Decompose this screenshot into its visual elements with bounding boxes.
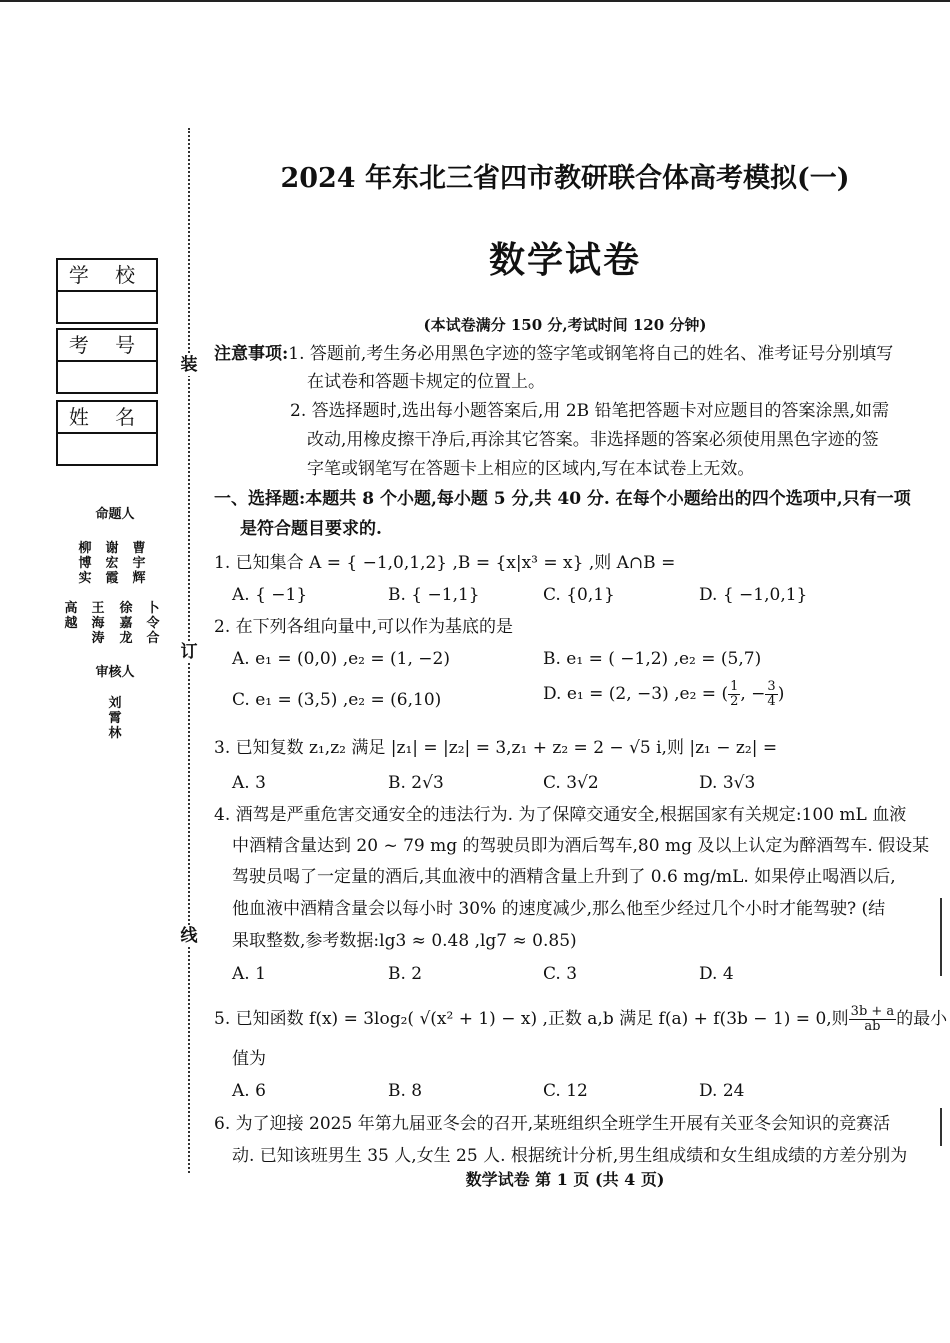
- q5-fraction: [849, 1005, 897, 1034]
- q2-d-end: ): [777, 684, 785, 704]
- binding-char-zhuang: 装: [178, 354, 200, 376]
- q4-option-a: A. 1: [232, 964, 266, 984]
- q5-option-d: D. 24: [699, 1081, 745, 1101]
- q2-d-prefix: D. e₁ = (2, −3) ,e₂ = (: [543, 684, 729, 704]
- q5-option-c: C. 12: [543, 1081, 588, 1101]
- section1-line-1: 一、选择题:本题共 8 个小题,每小题 5 分,共 40 分. 在每个小题给出的四个选项中,只有一项: [214, 489, 911, 509]
- author-col-1: 柳博实: [78, 541, 92, 586]
- author-col-2: 谢宏霞: [105, 541, 119, 586]
- author-col-6: 徐嘉龙: [119, 601, 133, 646]
- q2-d-sep: , −: [740, 684, 766, 704]
- exam-number-label: 考 号: [58, 330, 156, 362]
- notice-line-1: [214, 343, 893, 365]
- q5-frac-den: ab: [864, 1019, 881, 1034]
- section1-line-2: 是符合题目要求的.: [240, 519, 382, 539]
- scan-edge-mark-1: [940, 898, 942, 976]
- reviewer-heading: 审核人: [95, 665, 135, 680]
- q1-option-b: B. { −1,1}: [388, 585, 480, 605]
- q4-line-3: 驾驶员喝了一定量的酒后,其血液中的酒精含量上升到了 0.6 mg/mL. 如果停止喝酒以后,: [232, 867, 896, 887]
- binding-char-ding: 订: [178, 641, 200, 663]
- author-col-5: 王海涛: [91, 601, 105, 646]
- author-col-7: 卜令合: [146, 601, 160, 646]
- exam-subject: 数学试卷: [488, 239, 641, 281]
- binding-char-xian: 线: [178, 925, 200, 947]
- author-col-3: 曹宇辉: [132, 541, 146, 586]
- q6-line-1: 6. 为了迎接 2025 年第九届亚冬会的召开,某班组织全班学生开展有关亚冬会知识的竞赛活: [214, 1114, 891, 1134]
- exam-title: 2024 年东北三省四市教研联合体高考模拟(一): [280, 163, 850, 194]
- q5-stem-a: 5. 已知函数 f(x) = 3log₂( √(x² + 1) − x) ,正数 a,b 满足 f(a) + f(3b − 1) = 0,则: [214, 1009, 849, 1029]
- q2-option-c: C. e₁ = (3,5) ,e₂ = (6,10): [232, 690, 442, 710]
- q3-option-b: B. 2√3: [388, 773, 444, 793]
- page-footer: 数学试卷 第 1 页 (共 4 页): [465, 1170, 665, 1189]
- q2-d-f1-den: 2: [730, 694, 739, 709]
- q3-option-a: A. 3: [232, 773, 266, 793]
- notice-1a: 1. 答题前,考生务必用黑色字迹的签字笔或钢笔将自己的姓名、准考证号分别填写: [288, 344, 894, 364]
- q2-option-d: [543, 680, 784, 709]
- q4-option-c: C. 3: [543, 964, 578, 984]
- q4-line-5: 果取整数,参考数据:lg3 ≈ 0.48 ,lg7 ≈ 0.85): [232, 931, 577, 951]
- q2-stem: 2. 在下列各组向量中,可以作为基底的是: [214, 617, 514, 637]
- exam-number-blank: [58, 362, 156, 392]
- q5-line-1: [214, 1005, 947, 1034]
- q1-option-a: A. { −1}: [232, 585, 308, 605]
- notice-2a: 2. 答选择题时,选出每小题答案后,用 2B 铅笔把答题卡对应题目的答案涂黑,如需: [290, 401, 889, 421]
- authors-heading: 命题人: [95, 507, 135, 522]
- notice-label: 注意事项:: [214, 344, 289, 364]
- q2-option-b: B. e₁ = ( −1,2) ,e₂ = (5,7): [543, 649, 762, 669]
- q5-option-b: B. 8: [388, 1081, 423, 1101]
- reviewer-col: 刘霄林: [108, 696, 122, 741]
- q1-stem: 1. 已知集合 A = { −1,0,1,2} ,B = {x|x³ = x} ,则 A∩B =: [214, 553, 676, 573]
- notice-1b: 在试卷和答题卡规定的位置上。: [307, 372, 545, 392]
- name-blank: [58, 434, 156, 464]
- top-border-line: [0, 0, 950, 2]
- school-box: [56, 258, 158, 324]
- scan-edge-mark-2: [940, 1108, 942, 1146]
- q4-line-2: 中酒精含量达到 20 ~ 79 mg 的驾驶员即为酒后驾车,80 mg 及以上认定为醉酒驾车. 假设某: [232, 836, 930, 856]
- exam-number-box: [56, 328, 158, 394]
- q2-option-a: A. e₁ = (0,0) ,e₂ = (1, −2): [232, 649, 450, 669]
- q2-d-f2-num: 3: [767, 679, 776, 694]
- q3-option-c: C. 3√2: [543, 773, 599, 793]
- q6-line-2: 动. 已知该班男生 35 人,女生 25 人. 根据统计分析,男生组成绩和女生组成绩的方差分别为: [232, 1146, 908, 1166]
- q2-d-f2-den: 4: [767, 694, 776, 709]
- q2-d-f1-num: 1: [730, 679, 739, 694]
- q5-stem-b: 的最小: [896, 1009, 948, 1029]
- q4-line-4: 他血液中酒精含量会以每小时 30% 的速度减少,那么他至少经过几个小时才能驾驶? (结: [232, 899, 886, 919]
- q5-frac-num: 3b + a: [850, 1004, 895, 1019]
- q1-option-c: C. {0,1}: [543, 585, 615, 605]
- q4-line-1: 4. 酒驾是严重危害交通安全的违法行为. 为了保障交通安全,根据国家有关规定:100 mL 血液: [214, 805, 907, 825]
- notice-2c: 字笔或钢笔写在答题卡上相应的区域内,写在本试卷上无效。: [307, 459, 755, 479]
- score-note: (本试卷满分 150 分,考试时间 120 分钟): [423, 316, 707, 334]
- q4-option-d: D. 4: [699, 964, 734, 984]
- q1-option-d: D. { −1,0,1}: [699, 585, 808, 605]
- q3-option-d: D. 3√3: [699, 773, 756, 793]
- name-label: 姓 名: [58, 402, 156, 434]
- school-label: 学 校: [58, 260, 156, 292]
- author-col-4: 高越: [64, 601, 78, 631]
- school-blank: [58, 292, 156, 322]
- q5-line-2: 值为: [232, 1049, 266, 1069]
- q2-d-fraction-2: [765, 680, 777, 709]
- q2-d-fraction-1: [728, 680, 740, 709]
- notice-2b: 改动,用橡皮擦干净后,再涂其它答案。非选择题的答案必须使用黑色字迹的签: [307, 430, 879, 450]
- q4-option-b: B. 2: [388, 964, 423, 984]
- q3-stem: 3. 已知复数 z₁,z₂ 满足 |z₁| = |z₂| = 3,z₁ + z₂ = 2 − √5 i,则 |z₁ − z₂| =: [214, 738, 778, 758]
- q5-option-a: A. 6: [232, 1081, 266, 1101]
- name-box: [56, 400, 158, 466]
